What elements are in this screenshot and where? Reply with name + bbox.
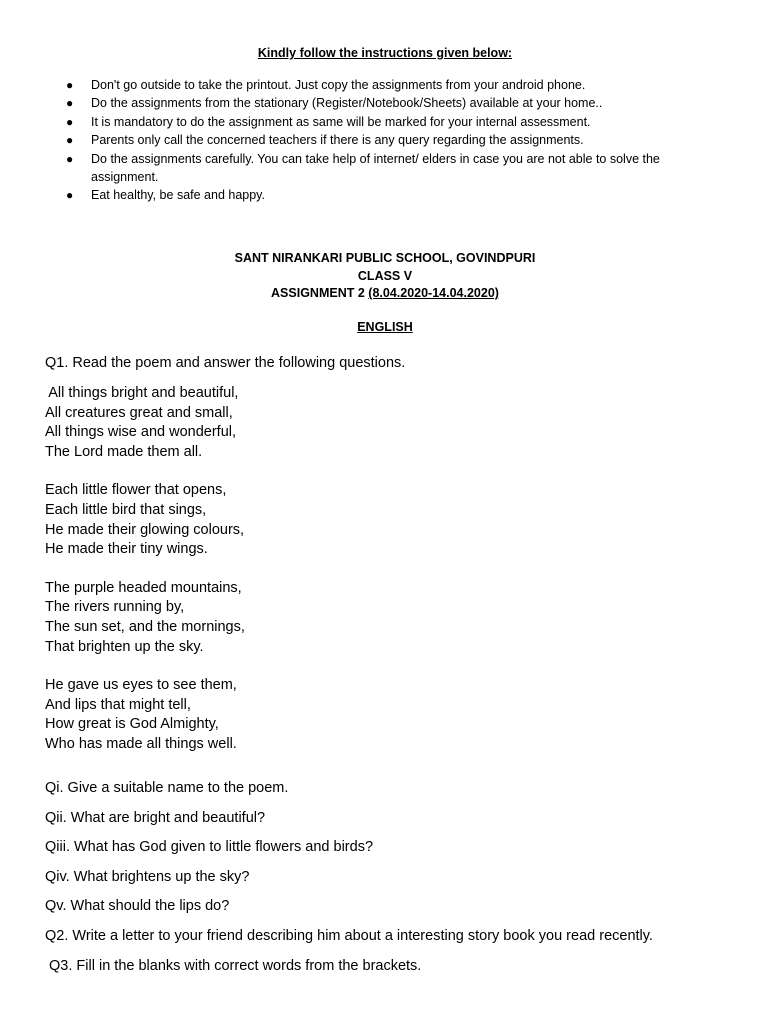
- poem-line: All things wise and wonderful,: [45, 424, 237, 441]
- poem-line: He made their glowing colours,: [45, 521, 245, 538]
- question-item: Qiii. What has God given to little flowers and birds?: [45, 839, 374, 856]
- instruction-item: ● It is mandatory to do the assignment as same will be marked for your internal assessment.: [0, 113, 770, 131]
- bullet-icon: ●: [66, 188, 74, 203]
- poem-line: And lips that might tell,: [45, 696, 191, 713]
- question-1: Q1. Read the poem and answer the following questions.: [45, 355, 406, 371]
- subject-heading: ENGLISH: [357, 320, 413, 334]
- bullet-icon: ●: [66, 78, 74, 92]
- poem-line: Who has made all things well.: [45, 735, 237, 752]
- bullet-icon: ●: [66, 151, 74, 166]
- school-header: [0, 250, 770, 303]
- question-item: Q3. Fill in the blanks with correct words from the brackets.: [45, 957, 422, 974]
- poem-line: All creatures great and small,: [45, 404, 233, 421]
- question-list: [45, 780, 745, 987]
- instruction-item: ● Eat healthy, be safe and happy.: [0, 186, 770, 204]
- bullet-icon: ●: [66, 96, 74, 111]
- question-item: Qii. What are bright and beautiful?: [45, 809, 266, 826]
- poem-line: He made their tiny wings.: [45, 541, 208, 558]
- poem-line: The Lord made them all.: [45, 443, 203, 460]
- instructions-title: Kindly follow the instructions given below:: [257, 46, 513, 60]
- instruction-item: ● Do the assignments carefully. You can take help of internet/ elders in case you are not able to solve the assignment.: [66, 151, 660, 185]
- bullet-icon: ●: [66, 114, 74, 129]
- poem-line: All things bright and beautiful,: [45, 385, 239, 401]
- assignment-line: [0, 285, 770, 303]
- question-item: Qiv. What brightens up the sky?: [45, 868, 250, 885]
- poem-stanza: [45, 579, 245, 657]
- instructions-list: [0, 76, 770, 205]
- question-item: Qi. Give a suitable name to the poem.: [45, 780, 289, 796]
- question-item: Q2. Write a letter to your friend describing him about a interesting story book you read recently.: [45, 927, 653, 944]
- school-name: SANT NIRANKARI PUBLIC SCHOOL, GOVINDPURI: [234, 251, 536, 265]
- assignment-label: ASSIGNMENT 2: [271, 286, 369, 300]
- question-item: Qv. What should the lips do?: [45, 898, 230, 915]
- poem: [45, 384, 245, 774]
- class-label: CLASS V: [357, 268, 413, 283]
- assignment-dates: (8.04.2020-14.04.2020): [368, 286, 499, 300]
- instruction-item: ● Don't go outside to take the printout. Just copy the assignments from your android phone.: [0, 76, 770, 94]
- poem-stanza: [45, 481, 245, 559]
- poem-line: The purple headed mountains,: [45, 579, 242, 596]
- poem-line: The rivers running by,: [45, 599, 185, 616]
- poem-stanza: [45, 676, 245, 754]
- instruction-item: ● Do the assignments from the stationary (Register/Notebook/Sheets) available at your home..: [0, 94, 770, 112]
- poem-line: The sun set, and the mornings,: [45, 618, 245, 635]
- poem-line: He gave us eyes to see them,: [45, 677, 237, 694]
- poem-line: Each little bird that sings,: [45, 501, 207, 518]
- bullet-icon: ●: [66, 133, 74, 148]
- poem-line: How great is God Almighty,: [45, 716, 219, 733]
- poem-stanza: [45, 384, 245, 462]
- poem-line: That brighten up the sky.: [45, 638, 204, 655]
- poem-line: Each little flower that opens,: [45, 482, 227, 499]
- instruction-item: ● Parents only call the concerned teachers if there is any query regarding the assignments.: [0, 131, 770, 149]
